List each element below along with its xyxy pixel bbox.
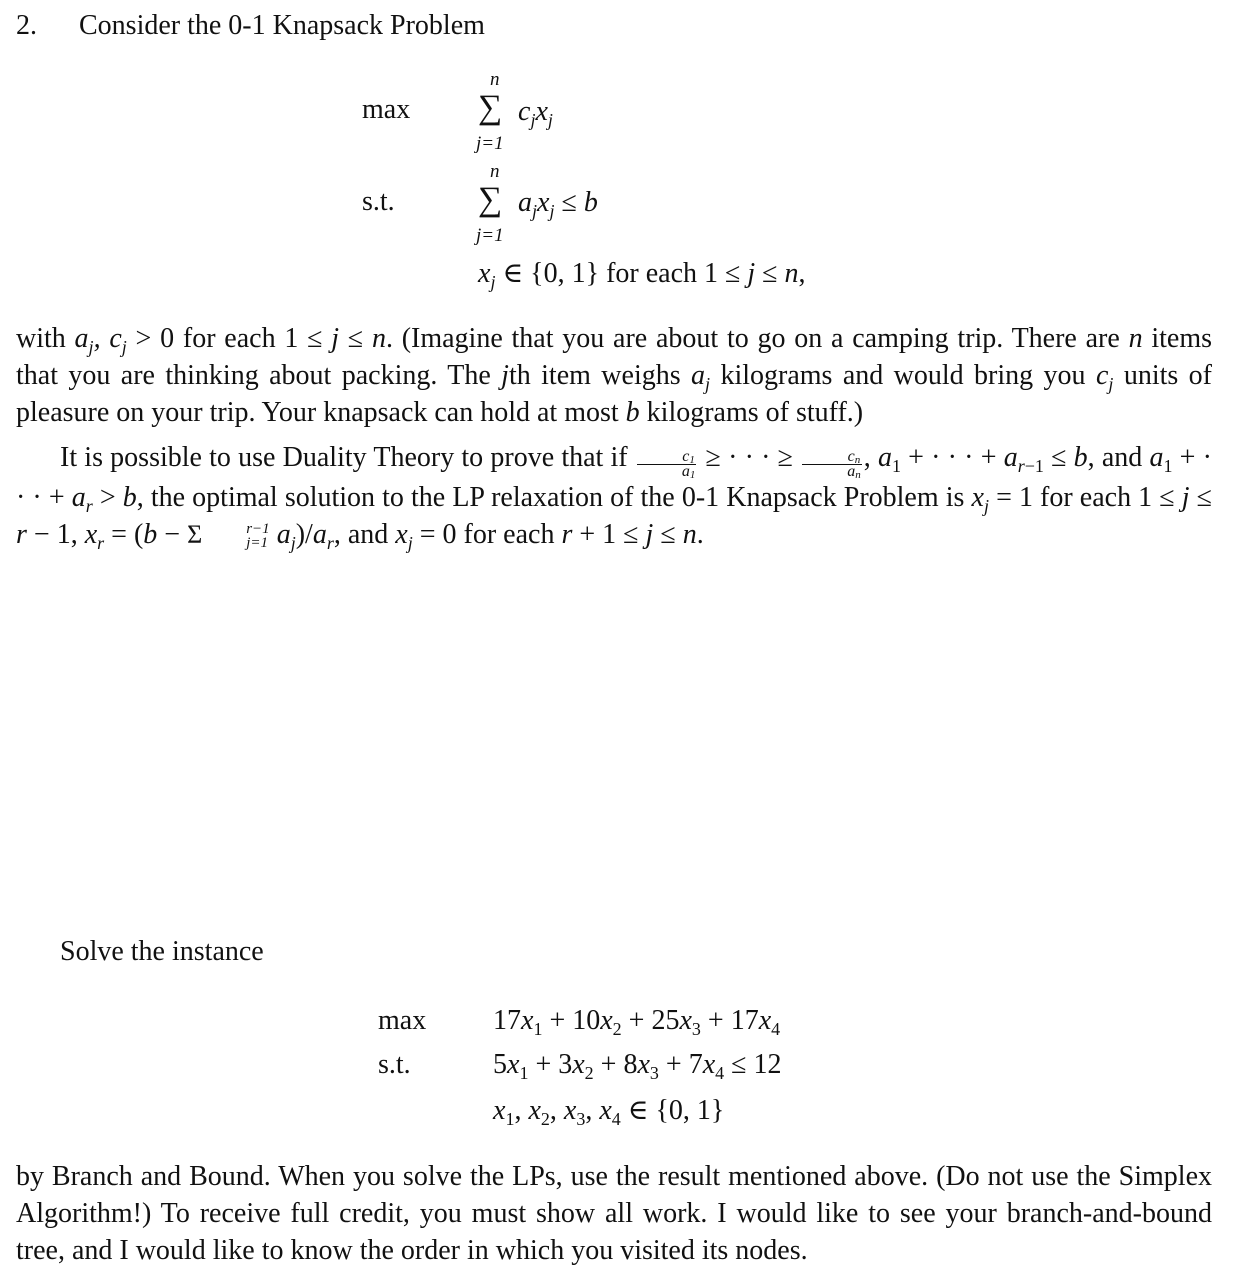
problem-heading: Consider the 0-1 Knapsack Problem [79, 10, 485, 41]
st-label: s.t. [362, 186, 395, 217]
sum2-upper: n [490, 161, 500, 182]
instance-max-label: max [378, 1005, 427, 1036]
sum2-sigma: ∑ [478, 181, 503, 218]
sum2-lower: j=1 [476, 225, 504, 246]
instance-intro: Solve the instance [60, 936, 264, 967]
sum1-sigma: ∑ [478, 89, 503, 126]
paragraph-1: with $a_j$, $c_j > 0$ for each 1 ≤ j ≤ n. (Imagine that you are about to go on a camping trip. There are n items that you are thinking about packing. The jth item weighs $a_j$ kilograms and would bring you $c_j$ units of pleasure on your trip. Your knapsack can hold at most b kilograms of stuff.) [16, 323, 1212, 428]
sum1-lower: j=1 [476, 133, 504, 154]
closing-paragraph: by Branch and Bound. When you solve the LPs, use the result mentioned above. (Do not use the Simplex Algorithm!) To receive full credit, you must show all work. I would like to see your branch-and-bound tree, and I would like to know the order in which you visited its nodes. [16, 1161, 1212, 1266]
instance-objective: $17x_1 + 10x_2 + 25x_3 + 17x_4$ [493, 1005, 781, 1039]
domain-line: $x_j$ ∈ {0, 1} for each 1 ≤ j ≤ n, [478, 258, 806, 292]
problem-number: 2. [16, 10, 37, 41]
paragraph-2: It is possible to use Duality Theory to prove that if $\frac{c_1}{a_1}$ ≥ · · · ≥ $\frac{c_n}{a_n}$ , $a_1$ + · · · + $a_{r-1} \le b$, and $a_1$ + · · · + $a_r > b$, the optimal solution to the LP relaxation of the 0-1 Knapsack Problem is $x_j = 1$ for each 1 ≤ j ≤ r − 1, $x_r = (b - \Sigma$ r−1 j=1 $a_j)/a_r$, and $x_j = 0$ for each r + 1 ≤ j ≤ n. [16, 442, 1212, 553]
domain-text: for each [606, 258, 697, 289]
instance-st-label: s.t. [378, 1049, 411, 1080]
objective-term: $c_jx_j$ [518, 96, 553, 130]
sum1-upper: n [490, 69, 500, 90]
max-label: max [362, 94, 411, 125]
constraint-term: $a_jx_j \le b$ [518, 187, 598, 221]
instance-domain: $x_1$, $x_2$, $x_3$, $x_4$ ∈ {0, 1} [493, 1095, 725, 1129]
instance-constraint: $5x_1 + 3x_2 + 8x_3 + 7x_4 \le 12$ [493, 1049, 782, 1083]
